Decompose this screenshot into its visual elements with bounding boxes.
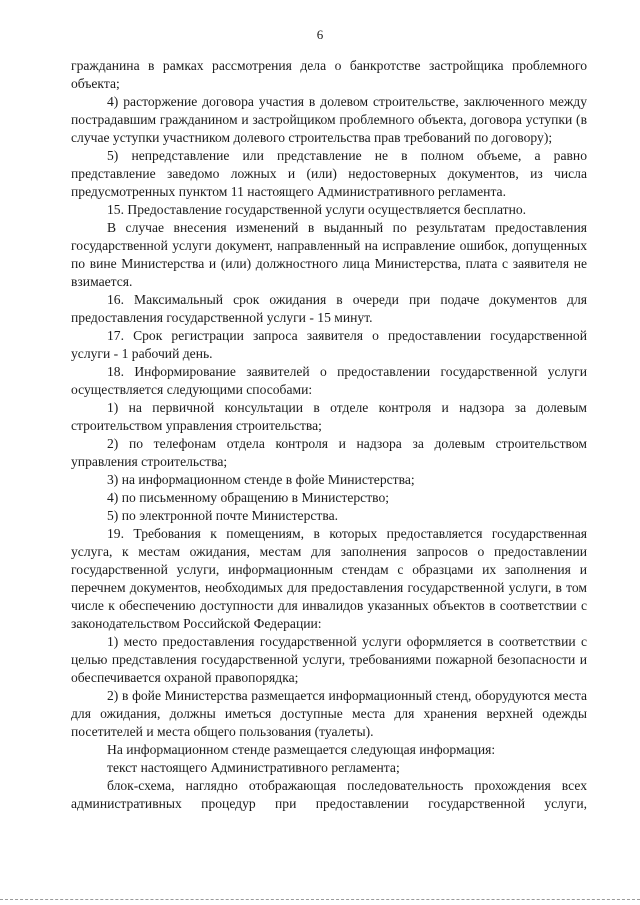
- paragraph: 17. Срок регистрации запроса заявителя о предоставлении государственной услуги - 1 рабочий день.: [71, 328, 587, 361]
- list-item: 4) по письменному обращению в Министерство;: [107, 490, 390, 505]
- paragraph: В случае внесения изменений в выданный по результатам предоставления государственной услуги документ, направленный на исправление ошибок, допущенных по вине Министерства и (или) должностного лица Министерства, плата с заявителя не взимается.: [71, 220, 587, 289]
- paragraph: 4) расторжение договора участия в долевом строительстве, заключенного между пострадавшим гражданином и застройщиком проблемного объекта, договора уступки (в случае уступки участником долевого строительства прав требований по договору);: [71, 94, 587, 145]
- paragraph: гражданина в рамках рассмотрения дела о банкротстве застройщика проблемного объекта;: [71, 58, 587, 91]
- paragraph: 18. Информирование заявителей о предоставлении государственной услуги осуществляется следующими способами:: [71, 364, 587, 397]
- paragraph: блок-схема, наглядно отображающая последовательность прохождения всех административных процедур при предоставлении государственной услуги,: [71, 778, 587, 811]
- list-item: 2) в фойе Министерства размещается информационный стенд, оборудуются места для ожидания, должны иметься доступные места для хранения верхней одежды посетителей и места общего пользования (туалеты).: [71, 688, 587, 739]
- document-body: [71, 57, 587, 813]
- list-item: 1) на первичной консультации в отделе контроля и надзора за долевым строительством управления строительства;: [71, 400, 587, 433]
- paragraph: 16. Максимальный срок ожидания в очереди при подаче документов для предоставления государственной услуги - 15 минут.: [71, 292, 587, 325]
- list-item: 2) по телефонам отдела контроля и надзора за долевым строительством управления строительства;: [71, 436, 587, 469]
- page-bottom-edge: [0, 899, 640, 900]
- page-number: 6: [316, 27, 324, 42]
- paragraph: 5) непредставление или представление не в полном объеме, а равно представление заведомо ложных и (или) недостоверных документов, из числа предусмотренных пунктом 11 настоящего Административного регламента.: [71, 148, 587, 199]
- paragraph: На информационном стенде размещается следующая информация:: [107, 742, 496, 757]
- paragraph: текст настоящего Административного регламента;: [107, 760, 400, 775]
- list-item: 1) место предоставления государственной услуги оформляется в соответствии с целью представления государственной услуги, требованиями пожарной безопасности и обеспечивается охраной правопорядка;: [71, 634, 587, 685]
- list-item: 3) на информационном стенде в фойе Министерства;: [107, 472, 415, 487]
- list-item: 5) по электронной почте Министерства.: [107, 508, 339, 523]
- paragraph: 19. Требования к помещениям, в которых предоставляется государственная услуга, к местам ожидания, местам для заполнения запросов о предоставлении государственной услуги, информационным стендам с образцами их заполнения и перечнем документов, необходимых для предоставления государственной услуги, в том числе к обеспечению доступности для инвалидов указанных объектов в соответствии с законодательством Российской Федерации:: [71, 526, 587, 631]
- paragraph: 15. Предоставление государственной услуги осуществляется бесплатно.: [107, 202, 527, 217]
